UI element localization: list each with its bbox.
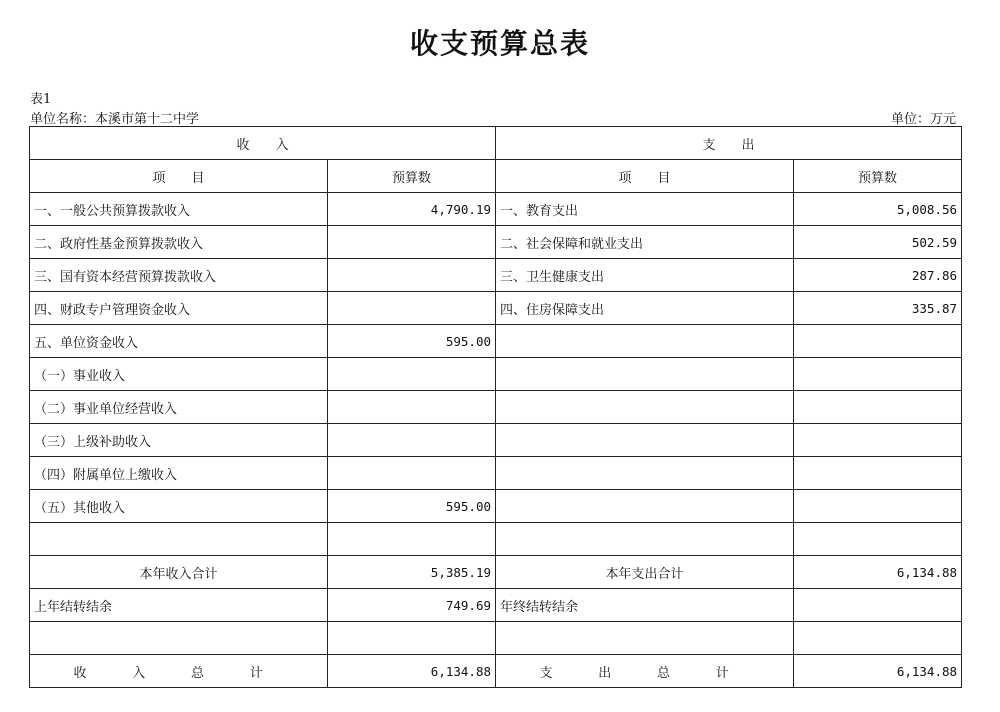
expense-item (496, 391, 794, 424)
income-item: 五、单位资金收入 (30, 325, 328, 358)
expense-item: 三、卫生健康支出 (496, 259, 794, 292)
income-item-header: 项 目 (30, 160, 328, 193)
table-row (30, 391, 962, 424)
income-budget-header: 预算数 (328, 160, 496, 193)
income-carryover-label: 上年结转结余 (30, 589, 328, 622)
expense-carryover-label: 年终结转结余 (496, 589, 794, 622)
expense-value (794, 391, 962, 424)
expense-item (496, 325, 794, 358)
table-row (30, 292, 962, 325)
table-row (30, 490, 962, 523)
total-row (30, 655, 962, 688)
table-row (30, 193, 962, 226)
income-item: （二）事业单位经营收入 (30, 391, 328, 424)
income-subtotal-label: 本年收入合计 (30, 556, 328, 589)
income-total-label: 收 入 总 计 (30, 655, 328, 688)
blank-row (30, 622, 962, 655)
income-subtotal-value: 5,385.19 (328, 556, 496, 589)
unit-name-label: 单位名称：本溪市第十二中学 (30, 112, 200, 127)
expense-budget-header: 预算数 (794, 160, 962, 193)
page-title: 收支预算总表 (409, 27, 590, 60)
income-item: 三、国有资本经营预算拨款收入 (30, 259, 328, 292)
column-header-row (30, 160, 962, 193)
table-row (30, 424, 962, 457)
expense-value (794, 424, 962, 457)
expense-item: 一、教育支出 (496, 193, 794, 226)
income-item: （四）附属单位上缴收入 (30, 457, 328, 490)
income-value: 595.00 (328, 490, 496, 523)
income-item: 一、一般公共预算拨款收入 (30, 193, 328, 226)
expense-item: 二、社会保障和就业支出 (496, 226, 794, 259)
expense-item (496, 490, 794, 523)
section-header-row (30, 127, 962, 160)
meta-row (30, 108, 960, 127)
expense-item: 四、住房保障支出 (496, 292, 794, 325)
expense-section-header: 支 出 (496, 127, 962, 160)
expense-value: 502.59 (794, 226, 962, 259)
expense-item (496, 358, 794, 391)
expense-item (496, 424, 794, 457)
expense-subtotal-value: 6,134.88 (794, 556, 962, 589)
expense-item (496, 457, 794, 490)
expense-value (794, 325, 962, 358)
income-value (328, 358, 496, 391)
income-total-value: 6,134.88 (328, 655, 496, 688)
income-item: （三）上级补助收入 (30, 424, 328, 457)
expense-value (794, 490, 962, 523)
blank-cell (794, 622, 962, 655)
expense-carryover-value (794, 589, 962, 622)
expense-value (794, 523, 962, 556)
income-value: 4,790.19 (328, 193, 496, 226)
income-item (30, 523, 328, 556)
expense-total-value: 6,134.88 (794, 655, 962, 688)
expense-total-label: 支 出 总 计 (496, 655, 794, 688)
table-row (30, 457, 962, 490)
unit-label: 单位：万元 (890, 112, 956, 127)
blank-cell (496, 622, 794, 655)
income-value (328, 457, 496, 490)
income-value (328, 523, 496, 556)
carryover-row (30, 589, 962, 622)
income-item: 四、财政专户管理资金收入 (30, 292, 328, 325)
income-value (328, 391, 496, 424)
income-value: 595.00 (328, 325, 496, 358)
income-value (328, 292, 496, 325)
table-row (30, 325, 962, 358)
income-section-header: 收 入 (30, 127, 496, 160)
income-value (328, 424, 496, 457)
expense-item-header: 项 目 (496, 160, 794, 193)
table-row (30, 523, 962, 556)
table-row (30, 226, 962, 259)
income-value (328, 259, 496, 292)
expense-value: 5,008.56 (794, 193, 962, 226)
table-row (30, 358, 962, 391)
income-item: （五）其他收入 (30, 490, 328, 523)
expense-value (794, 457, 962, 490)
expense-item (496, 523, 794, 556)
subtotal-row (30, 556, 962, 589)
income-carryover-value: 749.69 (328, 589, 496, 622)
income-item: 二、政府性基金预算拨款收入 (30, 226, 328, 259)
expense-subtotal-label: 本年支出合计 (496, 556, 794, 589)
blank-cell (328, 622, 496, 655)
expense-value: 335.87 (794, 292, 962, 325)
income-item: （一）事业收入 (30, 358, 328, 391)
income-value (328, 226, 496, 259)
expense-value (794, 358, 962, 391)
table-number: 表1 (30, 92, 52, 107)
expense-value: 287.86 (794, 259, 962, 292)
blank-cell (30, 622, 328, 655)
budget-table (29, 126, 962, 688)
table-row (30, 259, 962, 292)
